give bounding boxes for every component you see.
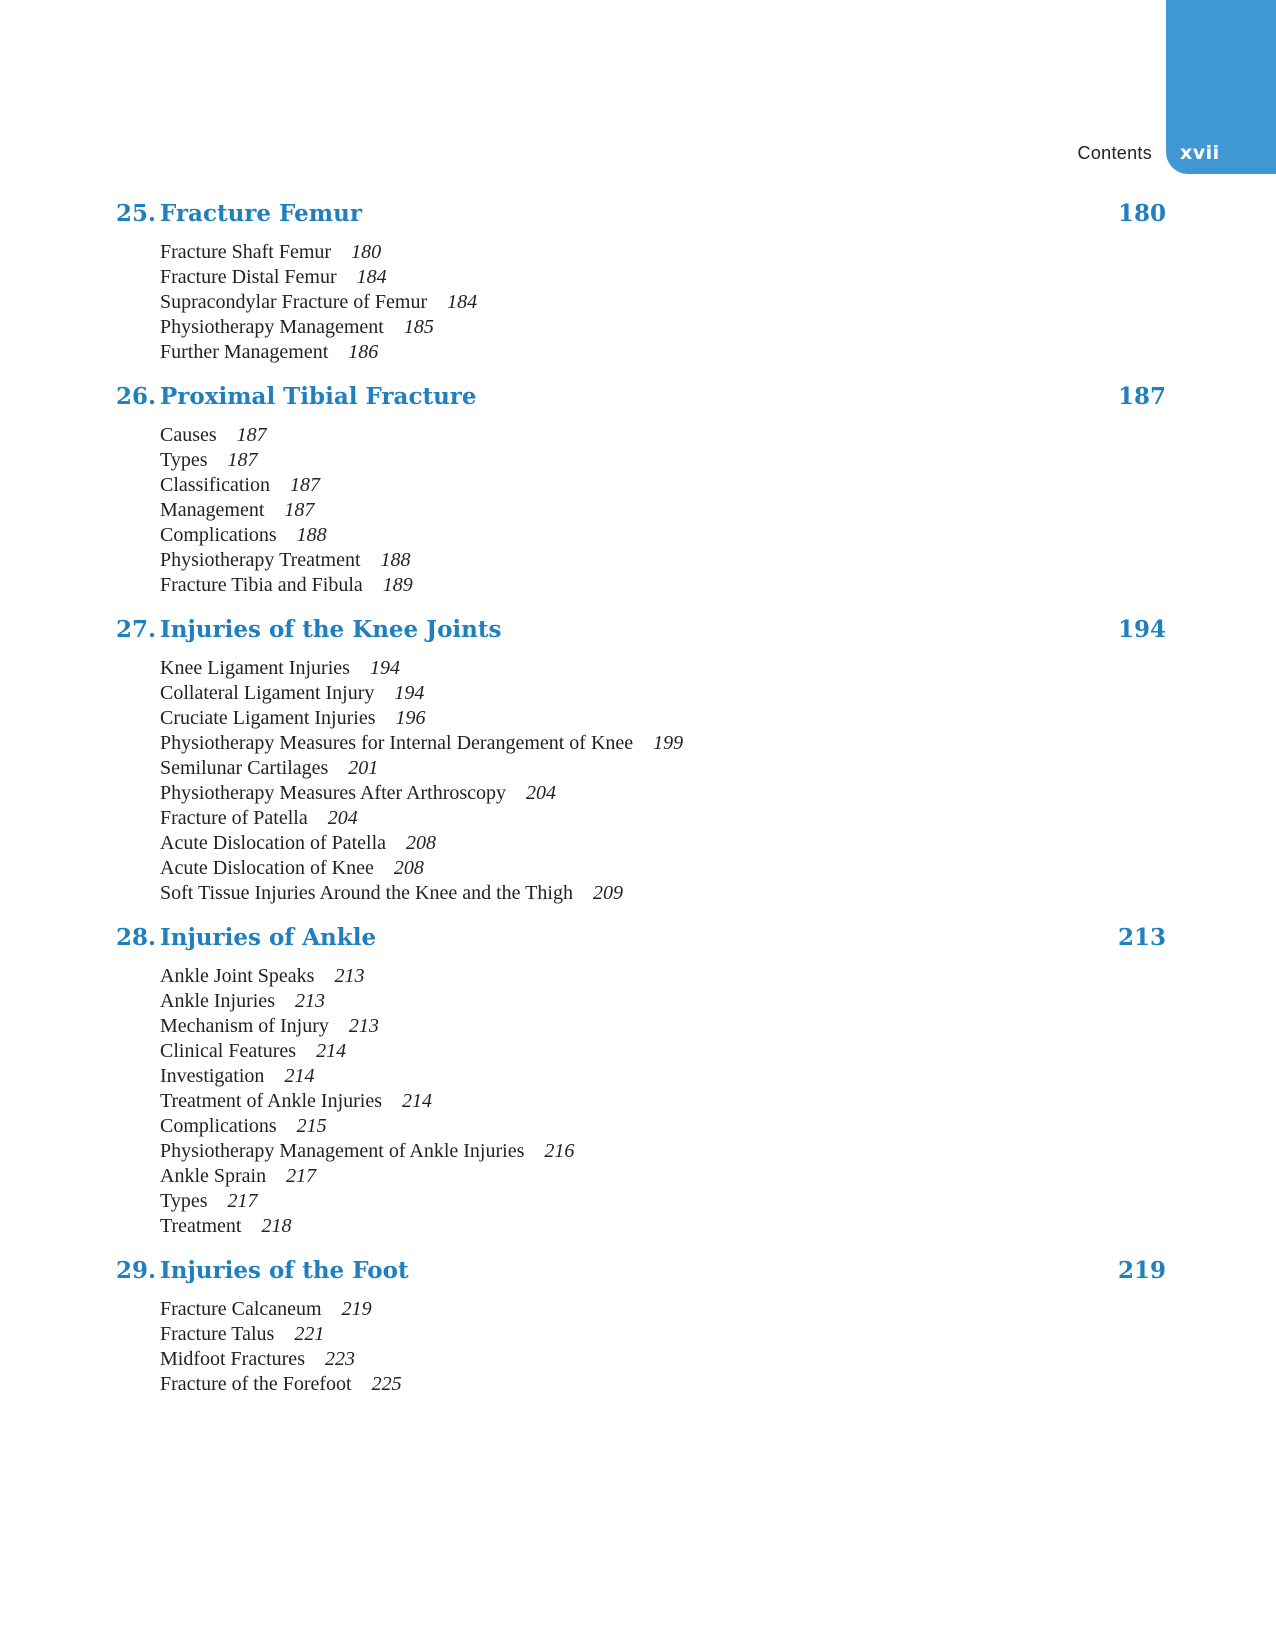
section-title: Fracture of Patella [160,807,308,829]
chapter-heading[interactable] [116,200,1166,240]
section-title: Fracture Talus [160,1323,275,1345]
chapter-heading[interactable] [116,924,1166,964]
section-page-number: 208 [393,857,424,879]
section-title: Supracondylar Fracture of Femur [160,291,428,313]
section-page-number: 213 [294,990,325,1012]
section-title: Physiotherapy Treatment [160,549,361,571]
section-page-number: 217 [227,1190,258,1212]
section-list [160,964,1166,1239]
section-title: Complications [160,524,277,546]
section-page-number: 186 [348,341,379,363]
toc-entry[interactable] [160,964,1166,989]
section-title: Fracture of the Forefoot [160,1373,352,1395]
page-number: xvii [1180,142,1220,164]
toc-entry[interactable] [160,573,1166,598]
section-page-number: 187 [236,424,267,446]
section-page-number: 185 [403,316,434,338]
section-title: Treatment of Ankle Injuries [160,1090,383,1112]
section-page-number: 218 [261,1215,292,1237]
chapter-title: Fracture Femur [160,200,362,227]
section-title: Types [160,1190,208,1212]
chapter [116,924,1166,1239]
chapter-page-number: 219 [1117,1257,1166,1284]
toc-entry[interactable] [160,240,1166,265]
toc-entry[interactable] [160,1014,1166,1039]
toc-entry[interactable] [160,881,1166,906]
section-title: Collateral Ligament Injury [160,682,375,704]
chapter-title: Injuries of the Foot [160,1257,409,1284]
chapter-number: 25. [116,200,157,227]
toc-entry[interactable] [160,1089,1166,1114]
section-page-number: 213 [348,1015,379,1037]
section-page-number: 213 [334,965,365,987]
toc-entry[interactable] [160,731,1166,756]
section-title: Complications [160,1115,277,1137]
section-title: Mechanism of Injury [160,1015,329,1037]
chapter-title: Proximal Tibial Fracture [160,383,477,410]
chapter-page-number: 187 [1117,383,1166,410]
section-list [160,423,1166,598]
chapter-number: 29. [116,1257,157,1284]
section-page-number: 223 [324,1348,355,1370]
section-title: Ankle Sprain [160,1165,267,1187]
section-page-number: 201 [348,757,379,779]
toc-entry[interactable] [160,989,1166,1014]
section-page-number: 194 [394,682,425,704]
toc-entry[interactable] [160,1139,1166,1164]
section-page-number: 219 [341,1298,372,1320]
toc-entry[interactable] [160,1372,1166,1397]
toc-entry[interactable] [160,781,1166,806]
toc-entry[interactable] [160,1114,1166,1139]
section-page-number: 184 [356,266,387,288]
section-title: Fracture Shaft Femur [160,241,332,263]
section-title: Midfoot Fractures [160,1348,305,1370]
toc-entry[interactable] [160,498,1166,523]
toc-entry[interactable] [160,523,1166,548]
toc-entry[interactable] [160,473,1166,498]
toc-entry[interactable] [160,656,1166,681]
section-page-number: 215 [296,1115,327,1137]
section-page-number: 187 [284,499,315,521]
section-title: Soft Tissue Injuries Around the Knee and the Thigh [160,882,573,904]
section-page-number: 199 [653,732,684,754]
chapter-title: Injuries of Ankle [160,924,377,951]
toc-entry[interactable] [160,831,1166,856]
section-page-number: 184 [447,291,478,313]
section-title: Knee Ligament Injuries [160,657,350,679]
toc-entry[interactable] [160,856,1166,881]
section-page-number: 214 [316,1040,347,1062]
section-title: Acute Dislocation of Knee [160,857,374,879]
section-page-number: 216 [544,1140,575,1162]
chapter-number: 28. [116,924,157,951]
section-page-number: 209 [592,882,623,904]
section-title: Ankle Joint Speaks [160,965,315,987]
toc-entry[interactable] [160,1347,1166,1372]
toc-entry[interactable] [160,1039,1166,1064]
section-title: Physiotherapy Management of Ankle Injuries [160,1140,525,1162]
section-title: Ankle Injuries [160,990,275,1012]
toc-entry[interactable] [160,548,1166,573]
section-title: Investigation [160,1065,265,1087]
section-page-number: 180 [351,241,382,263]
toc-entry[interactable] [160,1189,1166,1214]
section-title: Semilunar Cartilages [160,757,329,779]
chapter-number: 26. [116,383,157,410]
section-page-number: 204 [327,807,358,829]
toc-entry[interactable] [160,1064,1166,1089]
section-page-number: 188 [380,549,411,571]
section-title: Cruciate Ligament Injuries [160,707,376,729]
section-title: Treatment [160,1215,242,1237]
toc-entry[interactable] [160,681,1166,706]
chapter-page-number: 180 [1117,200,1166,227]
section-page-number: 214 [284,1065,315,1087]
chapter-title: Injuries of the Knee Joints [160,616,502,643]
section-page-number: 187 [227,449,258,471]
section-title: Physiotherapy Management [160,316,384,338]
table-of-contents [116,200,1166,1415]
section-page-number: 208 [406,832,437,854]
toc-entry[interactable] [160,1214,1166,1239]
section-title: Classification [160,474,270,496]
section-page-number: 217 [286,1165,317,1187]
chapter-heading[interactable] [116,1257,1166,1297]
section-title: Physiotherapy Measures After Arthroscopy [160,782,507,804]
toc-entry[interactable] [160,315,1166,340]
toc-entry[interactable] [160,706,1166,731]
section-page-number: 194 [369,657,400,679]
toc-entry[interactable] [160,1322,1166,1347]
section-title: Fracture Tibia and Fibula [160,574,363,596]
chapter-number: 27. [116,616,157,643]
section-page-number: 225 [371,1373,402,1395]
chapter-heading[interactable] [116,383,1166,423]
running-title: Contents [1077,143,1152,163]
toc-entry[interactable] [160,448,1166,473]
section-list [160,656,1166,906]
section-page-number: 214 [402,1090,433,1112]
section-page-number: 189 [382,574,413,596]
toc-entry[interactable] [160,806,1166,831]
chapter [116,616,1166,906]
chapter [116,383,1166,598]
section-page-number: 204 [526,782,557,804]
chapter-page-number: 213 [1117,924,1166,951]
section-page-number: 187 [289,474,320,496]
section-title: Acute Dislocation of Patella [160,832,387,854]
toc-entry[interactable] [160,1297,1166,1322]
section-title: Types [160,449,208,471]
section-title: Fracture Distal Femur [160,266,337,288]
chapter-heading[interactable] [116,616,1166,656]
running-head [0,143,1276,167]
section-page-number: 196 [395,707,426,729]
section-page-number: 188 [296,524,327,546]
toc-entry[interactable] [160,423,1166,448]
toc-entry[interactable] [160,1164,1166,1189]
section-title: Management [160,499,265,521]
toc-entry[interactable] [160,265,1166,290]
section-list [160,240,1166,365]
section-title: Causes [160,424,217,446]
section-page-number: 221 [294,1323,325,1345]
chapter-page-number: 194 [1117,616,1166,643]
section-title: Physiotherapy Measures for Internal Derangement of Knee [160,732,634,754]
section-list [160,1297,1166,1397]
toc-entry[interactable] [160,290,1166,315]
chapter [116,1257,1166,1397]
section-title: Further Management [160,341,329,363]
section-title: Clinical Features [160,1040,297,1062]
toc-entry[interactable] [160,340,1166,365]
toc-entry[interactable] [160,756,1166,781]
section-title: Fracture Calcaneum [160,1298,322,1320]
chapter [116,200,1166,365]
